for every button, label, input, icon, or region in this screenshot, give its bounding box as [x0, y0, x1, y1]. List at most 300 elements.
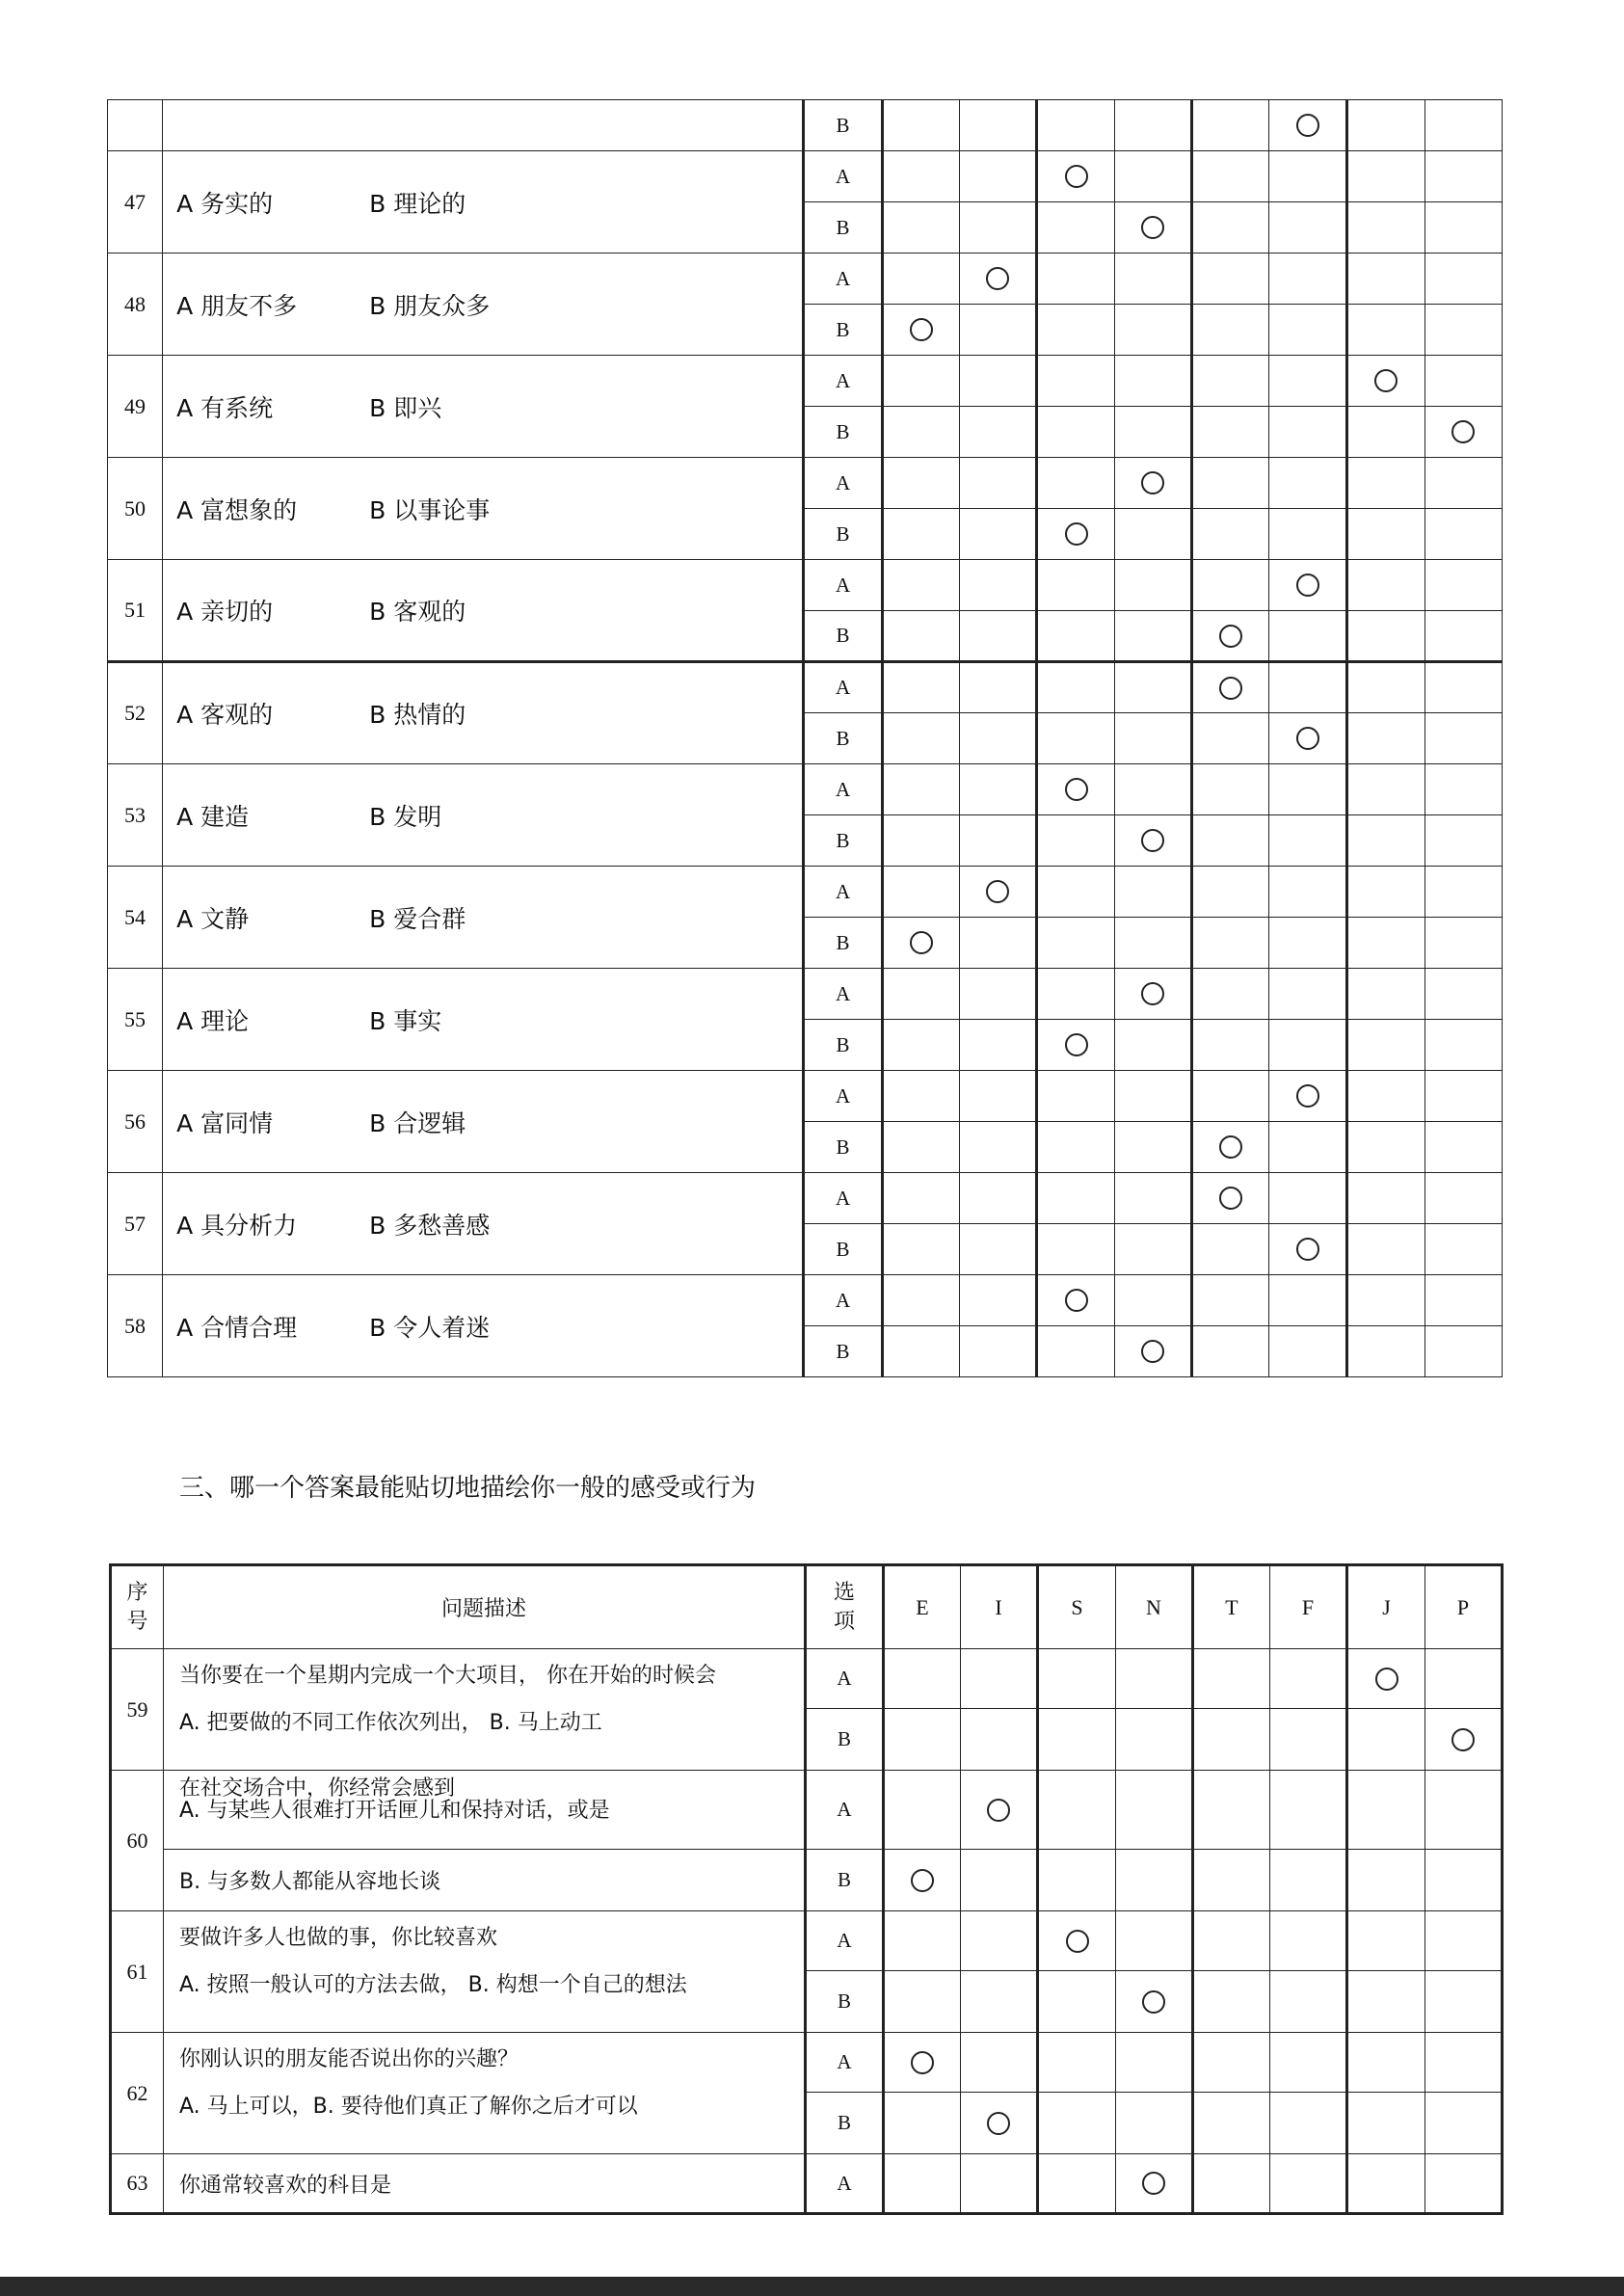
answer-cell-N[interactable] — [1115, 969, 1192, 1020]
answer-cell-I[interactable] — [959, 1020, 1036, 1071]
answer-cell-S[interactable] — [1038, 1911, 1116, 1971]
answer-cell-N[interactable] — [1115, 509, 1192, 560]
option-label: B — [804, 509, 882, 560]
option-label: B — [804, 305, 882, 356]
answer-cell-E[interactable] — [882, 356, 959, 407]
answer-cell-J[interactable] — [1346, 1122, 1424, 1173]
answer-cell-E[interactable] — [884, 2154, 961, 2214]
answer-cell-P[interactable] — [1425, 1911, 1503, 1971]
answer-cell-T[interactable] — [1192, 1020, 1269, 1071]
question-description — [163, 1275, 804, 1377]
answer-cell-I[interactable] — [959, 918, 1036, 969]
answer-cell-N[interactable] — [1116, 1649, 1193, 1709]
answer-cell-T[interactable] — [1192, 1071, 1269, 1122]
answer-cell-J[interactable] — [1346, 407, 1424, 458]
answer-cell-J[interactable] — [1346, 815, 1424, 867]
answer-cell-I[interactable] — [961, 1709, 1038, 1771]
header-N: N — [1116, 1565, 1193, 1649]
answer-cell-F[interactable] — [1269, 1122, 1346, 1173]
question-number: 61 — [111, 1911, 164, 2033]
answer-cell-I[interactable] — [959, 407, 1036, 458]
answer-cell-E[interactable] — [882, 764, 959, 815]
answer-cell-S[interactable] — [1036, 356, 1114, 407]
answer-cell-T[interactable] — [1193, 1771, 1270, 1850]
answer-cell-E[interactable] — [884, 2093, 961, 2154]
answer-cell-S[interactable] — [1036, 815, 1114, 867]
answer-cell-F[interactable] — [1270, 1850, 1347, 1911]
answer-cell-P[interactable] — [1425, 1771, 1503, 1850]
answer-cell-E[interactable] — [882, 100, 959, 151]
answer-cell-P[interactable] — [1424, 1275, 1502, 1326]
option-label: A — [804, 458, 882, 509]
answer-cell-P[interactable] — [1424, 509, 1502, 560]
answer-cell-T[interactable] — [1192, 458, 1269, 509]
answer-cell-I[interactable] — [959, 509, 1036, 560]
answer-cell-I[interactable] — [961, 1971, 1038, 2033]
answer-cell-P[interactable] — [1424, 1326, 1502, 1377]
answer-cell-F[interactable] — [1269, 969, 1346, 1020]
header-desc: 问题描述 — [164, 1565, 806, 1649]
answer-cell-I[interactable] — [959, 662, 1036, 713]
choice-b-text: B 合逻辑 — [369, 1108, 466, 1137]
answer-cell-J[interactable] — [1347, 2154, 1425, 2214]
answer-cell-I[interactable] — [961, 2033, 1038, 2093]
answer-cell-T[interactable] — [1192, 764, 1269, 815]
answer-cell-N[interactable] — [1115, 1224, 1192, 1275]
answer-cell-N[interactable] — [1115, 764, 1192, 815]
answer-cell-T[interactable] — [1192, 100, 1269, 151]
answer-cell-T[interactable] — [1192, 611, 1269, 662]
answer-cell-F[interactable] — [1270, 2033, 1347, 2093]
answer-cell-F[interactable] — [1269, 1173, 1346, 1224]
answer-cell-F[interactable] — [1269, 458, 1346, 509]
selected-circle-icon — [910, 931, 933, 954]
answer-cell-F[interactable] — [1269, 611, 1346, 662]
answer-cell-I[interactable] — [959, 969, 1036, 1020]
answer-cell-N[interactable] — [1116, 2033, 1193, 2093]
answer-cell-T[interactable] — [1192, 407, 1269, 458]
answer-cell-I[interactable] — [959, 305, 1036, 356]
answer-cell-N[interactable] — [1115, 356, 1192, 407]
answer-cell-J[interactable] — [1347, 1649, 1425, 1709]
answer-cell-T[interactable] — [1192, 1275, 1269, 1326]
answer-cell-J[interactable] — [1346, 1275, 1424, 1326]
answer-cell-F[interactable] — [1270, 1911, 1347, 1971]
answer-cell-I[interactable] — [961, 1771, 1038, 1850]
question-description — [164, 1771, 806, 1850]
answer-cell-E[interactable] — [882, 1173, 959, 1224]
answer-cell-I[interactable] — [959, 356, 1036, 407]
answer-cell-I[interactable] — [959, 867, 1036, 918]
answer-cell-I[interactable] — [959, 1173, 1036, 1224]
answer-cell-E[interactable] — [882, 1326, 959, 1377]
answer-cell-P[interactable] — [1424, 202, 1502, 254]
answer-cell-J[interactable] — [1346, 611, 1424, 662]
answer-cell-J[interactable] — [1346, 458, 1424, 509]
answer-cell-N[interactable] — [1115, 1020, 1192, 1071]
answer-cell-E[interactable] — [884, 1971, 961, 2033]
answer-cell-P[interactable] — [1425, 2033, 1503, 2093]
answer-cell-E[interactable] — [882, 458, 959, 509]
answer-cell-F[interactable] — [1270, 1649, 1347, 1709]
answer-cell-P[interactable] — [1424, 407, 1502, 458]
answer-cell-F[interactable] — [1270, 2093, 1347, 2154]
answer-cell-S[interactable] — [1038, 1850, 1116, 1911]
answer-cell-F[interactable] — [1269, 662, 1346, 713]
answer-cell-J[interactable] — [1346, 202, 1424, 254]
answer-cell-S[interactable] — [1036, 254, 1114, 305]
answer-cell-E[interactable] — [882, 1071, 959, 1122]
answer-cell-T[interactable] — [1193, 1971, 1270, 2033]
answer-cell-S[interactable] — [1036, 407, 1114, 458]
answer-cell-T[interactable] — [1193, 2033, 1270, 2093]
answer-cell-T[interactable] — [1193, 2154, 1270, 2214]
answer-cell-I[interactable] — [959, 1275, 1036, 1326]
answer-cell-N[interactable] — [1116, 1971, 1193, 2033]
choice-b-text: B 爱合群 — [369, 904, 466, 933]
answer-cell-T[interactable] — [1192, 509, 1269, 560]
answer-cell-P[interactable] — [1424, 611, 1502, 662]
answer-cell-S[interactable] — [1036, 1326, 1114, 1377]
answer-cell-F[interactable] — [1269, 764, 1346, 815]
choice-a-text: A. 与某些人很难打开话匣儿和保持对话，或是 — [179, 1799, 610, 1823]
answer-cell-P[interactable] — [1425, 2154, 1503, 2214]
choice-b-text: B 客观的 — [369, 598, 466, 626]
answer-cell-S[interactable] — [1036, 151, 1114, 202]
answer-cell-E[interactable] — [882, 305, 959, 356]
answer-cell-S[interactable] — [1036, 305, 1114, 356]
answer-cell-E[interactable] — [882, 407, 959, 458]
answer-cell-E[interactable] — [882, 509, 959, 560]
answer-cell-S[interactable] — [1036, 662, 1114, 713]
answer-cell-I[interactable] — [959, 1122, 1036, 1173]
answer-cell-P[interactable] — [1424, 1020, 1502, 1071]
answer-cell-F[interactable] — [1269, 1224, 1346, 1275]
answer-cell-E[interactable] — [884, 2033, 961, 2093]
answer-cell-J[interactable] — [1347, 1709, 1425, 1771]
answer-cell-F[interactable] — [1269, 1275, 1346, 1326]
answer-cell-E[interactable] — [882, 1224, 959, 1275]
answer-cell-P[interactable] — [1424, 356, 1502, 407]
answer-cell-E[interactable] — [882, 969, 959, 1020]
answer-cell-S[interactable] — [1036, 458, 1114, 509]
answer-cell-S[interactable] — [1038, 1709, 1116, 1771]
answer-cell-I[interactable] — [959, 1224, 1036, 1275]
answer-cell-P[interactable] — [1425, 1971, 1503, 2033]
answer-cell-I[interactable] — [959, 713, 1036, 764]
answer-cell-P[interactable] — [1425, 1649, 1503, 1709]
answer-cell-J[interactable] — [1346, 713, 1424, 764]
answer-cell-N[interactable] — [1115, 1173, 1192, 1224]
answer-cell-N[interactable] — [1115, 713, 1192, 764]
answer-cell-N[interactable] — [1115, 1275, 1192, 1326]
answer-cell-S[interactable] — [1038, 2154, 1116, 2214]
choice-b-text: B. 与多数人都能从容地长谈 — [179, 1870, 441, 1894]
answer-cell-J[interactable] — [1346, 764, 1424, 815]
answer-cell-P[interactable] — [1424, 151, 1502, 202]
answer-cell-I[interactable] — [959, 815, 1036, 867]
answer-cell-I[interactable] — [959, 611, 1036, 662]
answer-cell-P[interactable] — [1424, 560, 1502, 611]
question-description — [163, 458, 804, 560]
answer-cell-P[interactable] — [1424, 867, 1502, 918]
answer-cell-E[interactable] — [882, 1275, 959, 1326]
answer-cell-J[interactable] — [1346, 151, 1424, 202]
choice-b-text: B 事实 — [369, 1006, 442, 1035]
answer-cell-I[interactable] — [959, 560, 1036, 611]
answer-cell-E[interactable] — [882, 1020, 959, 1071]
answer-cell-J[interactable] — [1346, 560, 1424, 611]
answer-cell-N[interactable] — [1115, 151, 1192, 202]
answer-cell-N[interactable] — [1115, 1122, 1192, 1173]
answer-cell-N[interactable] — [1115, 1326, 1192, 1377]
answer-cell-S[interactable] — [1036, 1122, 1114, 1173]
answer-cell-S[interactable] — [1036, 1275, 1114, 1326]
answer-cell-F[interactable] — [1269, 560, 1346, 611]
answer-cell-E[interactable] — [882, 713, 959, 764]
answer-cell-T[interactable] — [1192, 1326, 1269, 1377]
answer-cell-F[interactable] — [1269, 509, 1346, 560]
selected-circle-icon — [1065, 165, 1088, 188]
answer-cell-I[interactable] — [959, 202, 1036, 254]
answer-cell-N[interactable] — [1115, 662, 1192, 713]
answer-cell-I[interactable] — [961, 2093, 1038, 2154]
answer-cell-S[interactable] — [1036, 560, 1114, 611]
answer-cell-E[interactable] — [884, 1771, 961, 1850]
answer-cell-F[interactable] — [1269, 1020, 1346, 1071]
answer-cell-N[interactable] — [1116, 1709, 1193, 1771]
answer-cell-T[interactable] — [1193, 1709, 1270, 1771]
answer-cell-T[interactable] — [1192, 356, 1269, 407]
answer-cell-J[interactable] — [1347, 2033, 1425, 2093]
answer-cell-F[interactable] — [1269, 918, 1346, 969]
answer-cell-N[interactable] — [1115, 560, 1192, 611]
answer-cell-T[interactable] — [1192, 662, 1269, 713]
answer-cell-E[interactable] — [882, 611, 959, 662]
answer-cell-S[interactable] — [1036, 918, 1114, 969]
answer-cell-T[interactable] — [1192, 1224, 1269, 1275]
answer-cell-F[interactable] — [1269, 1071, 1346, 1122]
answer-cell-P[interactable] — [1424, 305, 1502, 356]
answer-cell-J[interactable] — [1346, 969, 1424, 1020]
answer-cell-F[interactable] — [1269, 202, 1346, 254]
answer-cell-S[interactable] — [1036, 1020, 1114, 1071]
answer-cell-J[interactable] — [1346, 356, 1424, 407]
selected-circle-icon — [987, 1799, 1010, 1822]
table-row — [108, 867, 1503, 918]
answer-cell-N[interactable] — [1115, 254, 1192, 305]
answer-cell-E[interactable] — [882, 918, 959, 969]
option-label: A — [804, 867, 882, 918]
answer-cell-J[interactable] — [1347, 2093, 1425, 2154]
answer-cell-F[interactable] — [1269, 815, 1346, 867]
answer-cell-J[interactable] — [1347, 1911, 1425, 1971]
answer-cell-F[interactable] — [1269, 305, 1346, 356]
answer-cell-F[interactable] — [1269, 867, 1346, 918]
answer-cell-S[interactable] — [1038, 2093, 1116, 2154]
answer-cell-T[interactable] — [1192, 560, 1269, 611]
answer-cell-E[interactable] — [882, 867, 959, 918]
answer-cell-S[interactable] — [1038, 2033, 1116, 2093]
answer-cell-T[interactable] — [1192, 254, 1269, 305]
answer-cell-P[interactable] — [1424, 458, 1502, 509]
answer-cell-P[interactable] — [1424, 764, 1502, 815]
answer-cell-P[interactable] — [1424, 254, 1502, 305]
option-label: B — [806, 1709, 884, 1771]
answer-cell-I[interactable] — [959, 1326, 1036, 1377]
answer-cell-E[interactable] — [882, 662, 959, 713]
answer-cell-T[interactable] — [1193, 1911, 1270, 1971]
answer-cell-I[interactable] — [961, 1850, 1038, 1911]
answer-cell-T[interactable] — [1193, 1850, 1270, 1911]
answer-cell-N[interactable] — [1116, 1911, 1193, 1971]
answer-cell-N[interactable] — [1115, 918, 1192, 969]
answer-cell-S[interactable] — [1036, 509, 1114, 560]
answer-cell-N[interactable] — [1115, 867, 1192, 918]
answer-cell-N[interactable] — [1115, 305, 1192, 356]
answer-cell-P[interactable] — [1425, 1850, 1503, 1911]
answer-cell-N[interactable] — [1116, 1850, 1193, 1911]
answer-cell-S[interactable] — [1038, 1971, 1116, 2033]
answer-cell-S[interactable] — [1038, 1771, 1116, 1850]
answer-cell-E[interactable] — [882, 815, 959, 867]
answer-cell-J[interactable] — [1347, 1971, 1425, 2033]
answer-cell-F[interactable] — [1270, 1709, 1347, 1771]
answer-cell-T[interactable] — [1192, 1122, 1269, 1173]
answer-cell-I[interactable] — [961, 1649, 1038, 1709]
answer-cell-T[interactable] — [1192, 202, 1269, 254]
answer-cell-P[interactable] — [1424, 969, 1502, 1020]
answer-cell-N[interactable] — [1115, 611, 1192, 662]
answer-cell-J[interactable] — [1347, 1850, 1425, 1911]
answer-cell-J[interactable] — [1346, 254, 1424, 305]
answer-cell-J[interactable] — [1346, 1071, 1424, 1122]
answer-cell-J[interactable] — [1346, 1224, 1424, 1275]
answer-cell-N[interactable] — [1115, 202, 1192, 254]
answer-cell-I[interactable] — [959, 764, 1036, 815]
answer-cell-P[interactable] — [1424, 1173, 1502, 1224]
answer-cell-T[interactable] — [1192, 918, 1269, 969]
header-T: T — [1193, 1565, 1270, 1649]
answer-cell-T[interactable] — [1193, 2093, 1270, 2154]
answer-cell-S[interactable] — [1036, 1071, 1114, 1122]
answer-cell-F[interactable] — [1269, 407, 1346, 458]
answer-cell-J[interactable] — [1346, 1173, 1424, 1224]
answer-cell-E[interactable] — [884, 1850, 961, 1911]
answer-cell-P[interactable] — [1425, 1709, 1503, 1771]
answer-cell-F[interactable] — [1269, 151, 1346, 202]
answer-cell-P[interactable] — [1424, 918, 1502, 969]
answer-cell-E[interactable] — [882, 560, 959, 611]
answer-cell-T[interactable] — [1192, 305, 1269, 356]
answer-cell-I[interactable] — [959, 100, 1036, 151]
answer-cell-F[interactable] — [1270, 2154, 1347, 2214]
answer-cell-N[interactable] — [1115, 815, 1192, 867]
answer-cell-F[interactable] — [1269, 254, 1346, 305]
answer-cell-J[interactable] — [1346, 509, 1424, 560]
answer-cell-F[interactable] — [1269, 100, 1346, 151]
answer-cell-P[interactable] — [1424, 713, 1502, 764]
answer-cell-P[interactable] — [1424, 1071, 1502, 1122]
answer-cell-I[interactable] — [959, 254, 1036, 305]
answer-cell-J[interactable] — [1347, 1771, 1425, 1850]
question-description — [163, 764, 804, 867]
answer-cell-E[interactable] — [884, 1709, 961, 1771]
answer-cell-E[interactable] — [882, 151, 959, 202]
answer-cell-J[interactable] — [1346, 662, 1424, 713]
answer-cell-N[interactable] — [1115, 100, 1192, 151]
answer-cell-N[interactable] — [1115, 458, 1192, 509]
answer-cell-T[interactable] — [1192, 867, 1269, 918]
answer-cell-E[interactable] — [884, 1649, 961, 1709]
answer-cell-S[interactable] — [1036, 1224, 1114, 1275]
answer-cell-N[interactable] — [1116, 2154, 1193, 2214]
answer-cell-N[interactable] — [1115, 407, 1192, 458]
answer-cell-J[interactable] — [1346, 867, 1424, 918]
answer-cell-F[interactable] — [1270, 1771, 1347, 1850]
answer-cell-S[interactable] — [1036, 202, 1114, 254]
answer-cell-F[interactable] — [1269, 356, 1346, 407]
answer-cell-T[interactable] — [1192, 1173, 1269, 1224]
question-description — [163, 560, 804, 662]
answer-cell-S[interactable] — [1036, 764, 1114, 815]
answer-cell-P[interactable] — [1424, 662, 1502, 713]
answer-cell-P[interactable] — [1425, 2093, 1503, 2154]
answer-cell-J[interactable] — [1346, 305, 1424, 356]
answer-cell-P[interactable] — [1424, 1122, 1502, 1173]
answer-cell-J[interactable] — [1346, 1326, 1424, 1377]
answer-cell-I[interactable] — [959, 458, 1036, 509]
answer-cell-F[interactable] — [1269, 713, 1346, 764]
answer-cell-T[interactable] — [1192, 713, 1269, 764]
answer-cell-T[interactable] — [1193, 1649, 1270, 1709]
answer-cell-E[interactable] — [882, 254, 959, 305]
answer-cell-I[interactable] — [961, 2154, 1038, 2214]
answer-cell-E[interactable] — [882, 202, 959, 254]
answer-cell-T[interactable] — [1192, 151, 1269, 202]
table-header-row — [111, 1565, 1503, 1649]
header-S: S — [1038, 1565, 1116, 1649]
selected-circle-icon — [1219, 1187, 1242, 1210]
answer-cell-T[interactable] — [1192, 969, 1269, 1020]
answer-cell-S[interactable] — [1036, 969, 1114, 1020]
answer-cell-S[interactable] — [1036, 100, 1114, 151]
answer-cell-J[interactable] — [1346, 918, 1424, 969]
answer-cell-I[interactable] — [959, 151, 1036, 202]
answer-cell-N[interactable] — [1116, 2093, 1193, 2154]
answer-cell-P[interactable] — [1424, 1224, 1502, 1275]
answer-cell-J[interactable] — [1346, 1020, 1424, 1071]
answer-cell-E[interactable] — [882, 1122, 959, 1173]
answer-cell-S[interactable] — [1036, 713, 1114, 764]
answer-cell-S[interactable] — [1036, 1173, 1114, 1224]
answer-cell-P[interactable] — [1424, 100, 1502, 151]
answer-cell-P[interactable] — [1424, 815, 1502, 867]
answer-cell-I[interactable] — [959, 1071, 1036, 1122]
answer-cell-F[interactable] — [1269, 1326, 1346, 1377]
answer-cell-N[interactable] — [1115, 1071, 1192, 1122]
answer-cell-T[interactable] — [1192, 815, 1269, 867]
answer-cell-J[interactable] — [1346, 100, 1424, 151]
answer-cell-N[interactable] — [1116, 1771, 1193, 1850]
answer-cell-S[interactable] — [1036, 867, 1114, 918]
answer-cell-S[interactable] — [1038, 1649, 1116, 1709]
answer-cell-I[interactable] — [961, 1911, 1038, 1971]
answer-cell-E[interactable] — [884, 1911, 961, 1971]
selected-circle-icon — [1451, 1728, 1475, 1751]
answer-cell-F[interactable] — [1270, 1971, 1347, 2033]
answer-cell-S[interactable] — [1036, 611, 1114, 662]
